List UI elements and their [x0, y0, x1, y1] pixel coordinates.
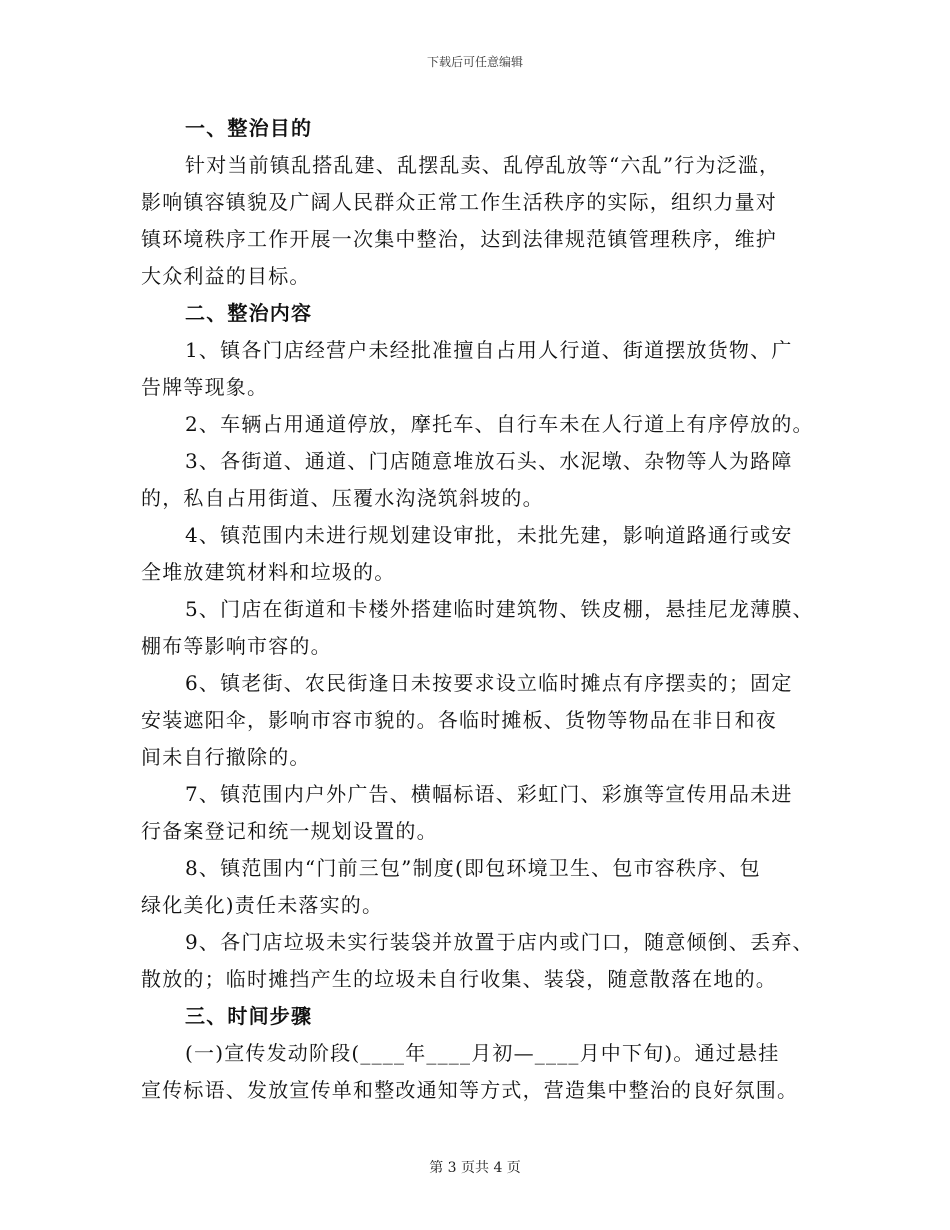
- section-heading: 一、整治目的: [185, 116, 313, 140]
- paragraph-line: 棚布等影响市容的。: [141, 634, 332, 658]
- paragraph-line: 行备案登记和统一规划设置的。: [141, 819, 438, 843]
- paragraph-line: 宣传标语、发放宣传单和整改通知等方式，营造集中整治的良好氛围。: [141, 1078, 799, 1102]
- paragraph-line: 散放的；临时摊挡产生的垃圾未自行收集、装袋，随意散落在地的。: [141, 967, 777, 991]
- paragraph-line: 2、车辆占用通道停放，摩托车、自行车未在人行道上有序停放的。: [185, 412, 814, 436]
- paragraph-line: 4、镇范围内未进行规划建设审批，未批先建，影响道路通行或安: [185, 523, 793, 547]
- section-heading: 三、时间步骤: [185, 1004, 313, 1028]
- paragraph-line: 间未自行撤除的。: [141, 745, 311, 769]
- paragraph-line: 5、门店在街道和卡楼外搭建临时建筑物、铁皮棚，悬挂尼龙薄膜、: [185, 597, 814, 621]
- paragraph-line: 的，私自占用街道、压覆水沟浇筑斜坡的。: [141, 486, 544, 510]
- page-header: 下载后可任意编辑: [426, 55, 523, 69]
- paragraph-line: 全堆放建筑材料和垃圾的。: [141, 560, 396, 584]
- page-footer: 第 3 页共 4 页: [429, 1160, 521, 1176]
- paragraph-line: 9、各门店垃圾未实行装袋并放置于店内或门口，随意倾倒、丢弃、: [185, 930, 814, 954]
- paragraph-line: 镇环境秩序工作开展一次集中整治，达到法律规范镇管理秩序，维护: [141, 227, 777, 251]
- paragraph-line: 3、各街道、通道、门店随意堆放石头、水泥墩、杂物等人为路障: [185, 449, 793, 473]
- paragraph-line: 大众利益的目标。: [141, 264, 311, 288]
- section-heading: 二、整治内容: [185, 301, 313, 325]
- paragraph-line: 告牌等现象。: [141, 375, 269, 399]
- paragraph-line: 绿化美化)责任未落实的。: [141, 893, 384, 917]
- paragraph-line: 6、镇老街、农民街逢日未按要求设立临时摊点有序摆卖的；固定: [185, 671, 793, 695]
- paragraph-line: 1、镇各门店经营户未经批准擅自占用人行道、街道摆放货物、广: [185, 338, 793, 362]
- paragraph-line: 安装遮阳伞，影响市容市貌的。各临时摊板、货物等物品在非日和夜: [141, 708, 777, 732]
- paragraph-line: 影响镇容镇貌及广阔人民群众正常工作生活秩序的实际，组织力量对: [141, 190, 777, 214]
- paragraph-line: 7、镇范围内户外广告、横幅标语、彩虹门、彩旗等宣传用品未进: [185, 782, 793, 806]
- paragraph-line: (一)宣传发动阶段(____年____月初—____月中下旬)。通过悬挂: [185, 1041, 780, 1065]
- paragraph-line: 针对当前镇乱搭乱建、乱摆乱卖、乱停乱放等“六乱”行为泛滥，: [185, 153, 781, 177]
- paragraph-line: 8、镇范围内“门前三包”制度(即包环境卫生、包市容秩序、包: [185, 856, 761, 880]
